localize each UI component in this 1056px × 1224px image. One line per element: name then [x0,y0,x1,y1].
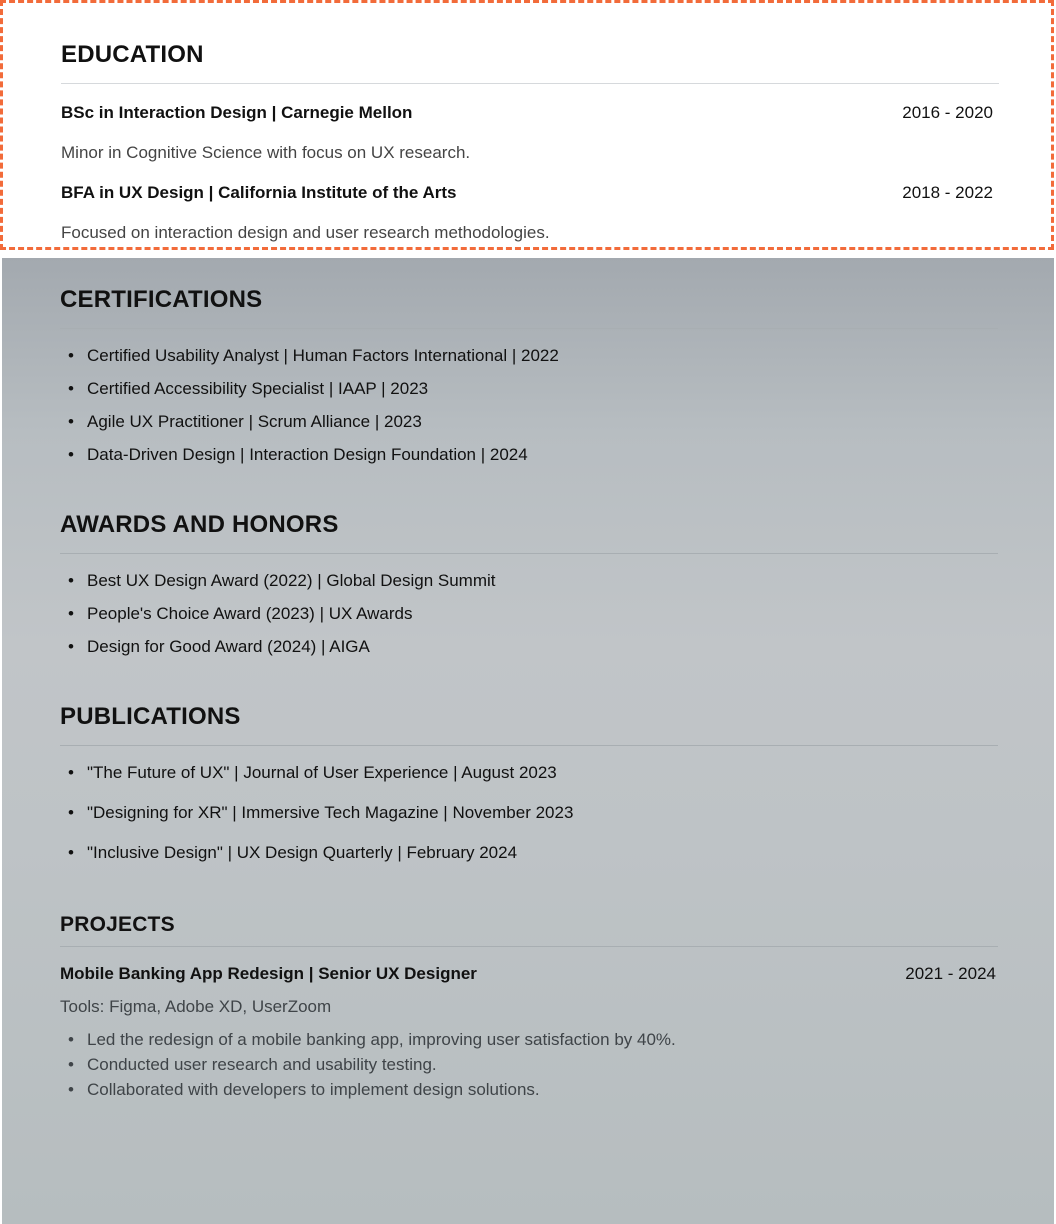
education-entry-title: BSc in Interaction Design | Carnegie Mellon [61,103,413,122]
list-item: • Certified Usability Analyst | Human Factors International | 2022 [68,346,559,365]
bullet-icon: • [68,1055,74,1074]
publications-divider [60,745,998,746]
bullet-icon: • [68,346,74,365]
list-item: • Collaborated with developers to implement design solutions. [68,1080,540,1099]
bullet-icon: • [68,1080,74,1099]
projects-heading: PROJECTS [60,913,175,936]
list-item: • "Inclusive Design" | UX Design Quarterly | February 2024 [68,843,518,862]
list-item: • People's Choice Award (2023) | UX Awards [68,604,413,623]
bullet-icon: • [68,604,74,623]
project-tools: Tools: Figma, Adobe XD, UserZoom [60,997,332,1016]
list-item: • Design for Good Award (2024) | AIGA [68,637,370,656]
project-dates: 2021 - 2024 [905,964,996,983]
bullet-icon: • [68,763,74,782]
education-entry-dates: 2018 - 2022 [902,183,993,202]
dimmed-overlay [2,258,1054,1224]
bullet-icon: • [68,379,74,398]
education-entry-title: BFA in UX Design | California Institute of the Arts [61,183,457,202]
bullet-icon: • [68,412,74,431]
education-heading: EDUCATION [61,41,204,68]
certifications-divider [60,328,998,329]
list-item: • Best UX Design Award (2022) | Global Design Summit [68,571,496,590]
list-item: • Certified Accessibility Specialist | IAAP | 2023 [68,379,429,398]
bullet-icon: • [68,637,74,656]
education-entry-dates: 2016 - 2020 [902,103,993,122]
bullet-icon: • [68,1030,74,1049]
project-title: Mobile Banking App Redesign | Senior UX Designer [60,964,477,983]
education-entry-description: Focused on interaction design and user research methodologies. [61,223,550,242]
bullet-icon: • [68,843,74,862]
bullet-icon: • [68,803,74,822]
education-entry-description: Minor in Cognitive Science with focus on UX research. [61,143,471,162]
list-item: • Data-Driven Design | Interaction Design Foundation | 2024 [68,445,528,464]
publications-heading: PUBLICATIONS [60,703,241,730]
awards-divider [60,553,998,554]
education-section [0,0,1054,250]
list-item: • "The Future of UX" | Journal of User Experience | August 2023 [68,763,557,782]
list-item: • "Designing for XR" | Immersive Tech Magazine | November 2023 [68,803,574,822]
awards-heading: AWARDS AND HONORS [60,511,339,538]
list-item: • Conducted user research and usability testing. [68,1055,437,1074]
education-divider [61,83,999,84]
certifications-heading: CERTIFICATIONS [60,286,263,313]
projects-divider [60,946,998,947]
list-item: • Agile UX Practitioner | Scrum Alliance | 2023 [68,412,422,431]
bullet-icon: • [68,571,74,590]
bullet-icon: • [68,445,74,464]
list-item: • Led the redesign of a mobile banking app, improving user satisfaction by 40%. [68,1030,676,1049]
